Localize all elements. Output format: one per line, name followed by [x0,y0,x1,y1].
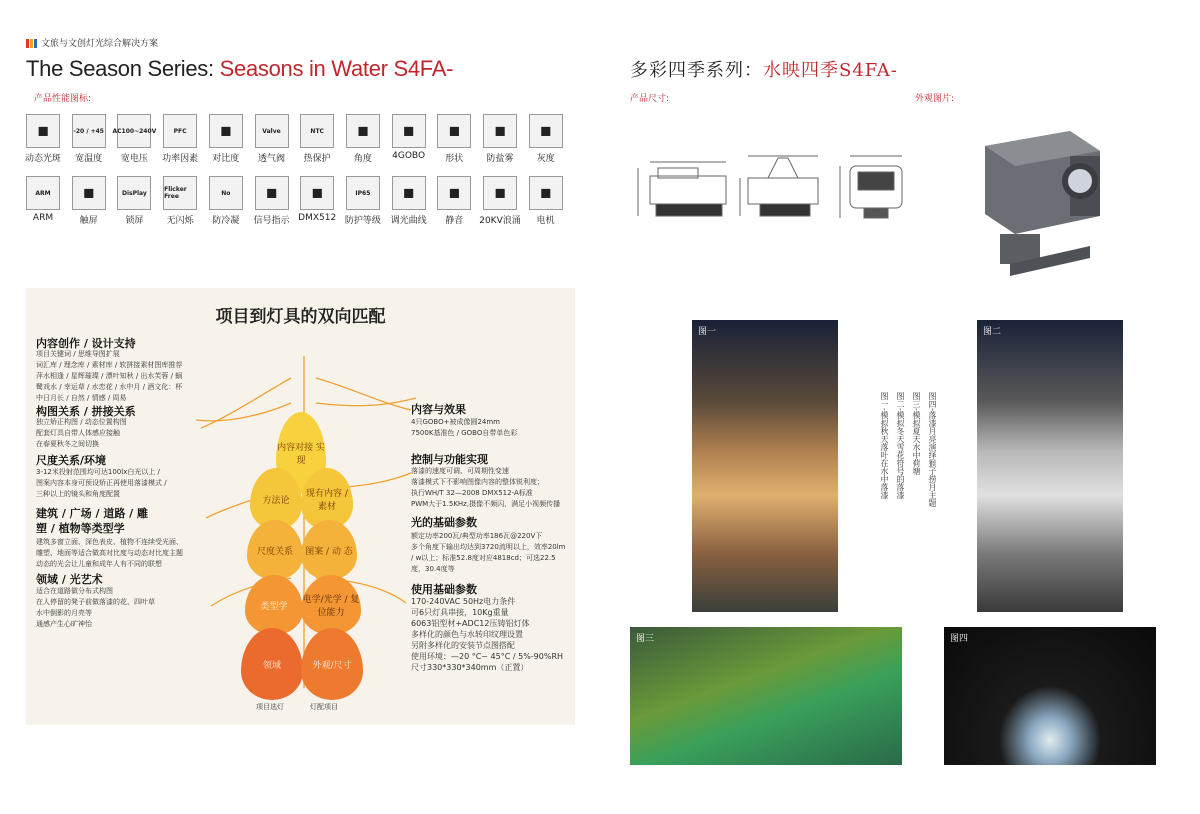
left-heading-typology-line2: 塑 / 植物等类型学 [36,522,125,535]
icon-label: 功率因素 [162,154,199,164]
body-line: 7500K基准色 / GOBO自带单色彩 [411,429,518,437]
body-line: 可6只灯具串接，10Kg重量 [411,608,509,617]
icon-text: IP65 [355,189,371,197]
dimming-curve-icon [392,176,426,210]
photo-label: 图四 [950,634,969,644]
silent-icon [437,176,471,210]
product-size-label: 产品尺寸: [630,94,670,104]
icon-glyph: ◼ [311,185,323,201]
body-line: 落漆模式下不影响图像内容的整体锐利度； [411,478,544,486]
icon-glyph: ◼ [357,123,369,139]
icon-label: 电机 [536,216,555,226]
english-title-prefix: The Season Series: [26,56,214,81]
leaf-label: 内容对接 实现 [277,443,325,466]
voltage-icon [112,114,157,148]
caption-figure-4: 图四-落漆月亮演绎猴子捞月主题 [928,392,937,507]
icon-text: DisPlay [121,189,147,197]
photo-autumn [692,320,838,612]
body-line: 度，30.4度等 [411,565,455,573]
grayscale-icon [529,114,563,148]
left-body-content [36,349,196,404]
icon-label: 锁屏 [125,216,144,226]
left-heading-content: 内容创作 / 设计支持 [36,337,136,350]
caption-figure-1: 图一-模拟秋天落叶在水中落漆 [880,392,889,499]
icon-text: AC100~240V [112,127,157,135]
body-line: 6063铝型材+ADC12压铸铝灯体 [411,619,530,628]
body-line: 雕塑、地面等适合做高对比度与动态对比度主题 [36,549,183,557]
left-body-domain [36,586,196,630]
body-line: 三种以上的镜头和角度配置 [36,490,120,498]
icon-label: 透气阀 [257,154,285,164]
english-title-highlight: Seasons in Water S4FA- [219,56,454,81]
flicker-free-icon [163,176,197,210]
wave-icon [26,114,60,148]
icon-glyph: ◼ [219,123,232,139]
ip65-icon [346,176,380,210]
ntc-icon [300,114,334,148]
right-body-control [411,466,576,510]
leaf-label: 类型学 [260,601,288,612]
body-line: 尺寸330*330*340mm（正置） [411,663,529,672]
leaf-label: 尺度关系 [256,546,293,557]
chinese-title [630,56,898,82]
photo-moon [944,627,1156,765]
masthead [26,36,158,49]
icon-glyph: ◼ [402,185,415,201]
product-photo [970,126,1120,276]
right-heading-control: 控制与功能实现 [411,453,488,466]
appearance-label: 外观图片: [915,94,955,104]
right-heading-light: 光的基础参数 [411,516,477,529]
right-body-light [411,531,576,575]
icon-glyph: ◼ [448,185,461,201]
icon-label: 防护等级 [344,216,381,226]
icon-label: 防冷凝 [212,216,240,226]
icon-text: PFC [173,127,187,135]
body-line: 萍水相逢 / 星辉璀璨 / 漂叶知秋 / 出水芙蓉 / 蜗 [36,372,183,380]
body-line: 另附多样化的安装节点图搭配 [411,641,515,650]
body-line: 中日月长 / 自然 / 情感 / 周易 [36,394,127,402]
body-line: 落漆的速度可调、可周期性变速 [411,467,509,475]
body-line: 独立矫正构图 / 动态位置构图 [36,418,127,426]
body-line: 动态的光会让儿童和成年人有不同的联想 [36,560,162,568]
leaf-label: 图案 / 动 态 [305,546,353,557]
body-line: PWM大于1.5KHz,摄像不频闪，满足小视频传播 [411,500,561,508]
icon-label: 静音 [445,216,464,226]
bottom-label-left: 项目选灯 [256,703,284,711]
icon-label: 对比度 [212,154,240,164]
icon-label: 防盐雾 [486,154,514,164]
icon-label: 无闪烁 [166,216,194,226]
leaf-label: 电学/光学 / 复位能力 [302,595,360,618]
contrast-icon [209,114,243,148]
photo-summer [630,627,902,765]
arm-icon [26,176,60,210]
brand-bar-red [26,39,29,48]
photo-label: 图一 [698,327,717,337]
valve-icon [255,114,289,148]
surge-icon [483,176,517,210]
icon-text: ARM [35,189,51,197]
gobo-icon [392,114,426,148]
body-line: 在人停留的凳子前做落漆的花、四叶草 [36,598,155,606]
icon-label: DMX512 [298,213,337,223]
body-line: 执行WH/T 32—2008 DMX512-A标准 [411,489,533,497]
signal-icon [255,176,289,210]
body-line: 额定功率200瓦/典型功率186瓦@220V下 [411,532,543,540]
body-line: 配套灯具自带人体感应接触 [36,429,120,437]
caption-figure-3: 图三-模拟夏天水中荷塘 [912,392,921,475]
icon-label: 角度 [353,154,372,164]
icon-label: 调光曲线 [390,216,427,226]
icon-label: 触屏 [79,216,98,226]
body-line: / w以上；标准52.8度对应4818cd；可选22.5 [411,554,556,562]
body-line: 170-240VAC 50Hz电力条件 [411,597,516,606]
icon-glyph: ◼ [82,185,95,201]
right-body-effect [411,417,571,439]
right-body-usage [411,596,576,673]
icon-label: 宽温度 [75,154,103,164]
brand-bar-orange [30,39,33,48]
icon-text: Flicker Free [164,186,187,200]
body-line: 多个角度下输出均达到3720流明以上，效率20lm [411,543,566,551]
icon-label: 热保护 [303,154,331,164]
motor-icon [529,176,563,210]
left-body-composition [36,417,196,450]
photo-label: 图三 [636,634,655,644]
shape-icon [437,114,471,148]
performance-icons-label: 产品性能图标: [34,94,92,104]
icon-text: -20 / +45 [73,127,104,135]
body-line: 水中倒影的月亮等 [36,609,92,617]
body-line: 适合在道路做分布式构图 [36,587,113,595]
left-heading-scale: 尺度关系/环境 [36,454,107,467]
panel-title: 项目到灯具的双向匹配 [215,307,386,327]
leaf-label: 外观/尺寸 [312,660,352,671]
icon-label: 4GOBO [392,151,426,161]
icon-label: 20KV浪涌 [479,216,521,226]
pfc-icon [163,114,197,148]
icon-glyph: ◼ [402,123,415,139]
temperature-icon [72,114,106,148]
body-line: 词汇库 / 理念库 / 素材库 / 软拼接素材图库推荐 [36,361,183,369]
body-line: 多样化的颜色与水转印纹理设置 [411,630,523,639]
icon-label: 信号指示 [253,216,290,226]
icon-glyph: ◼ [494,123,506,139]
condensation-icon [209,176,243,210]
left-heading-composition: 构图关系 / 拼接关系 [36,405,136,418]
body-line: 4只GOBO+被成像圆24mm [411,418,500,426]
leaf-label: 领域 [262,660,281,671]
touch-icon [72,176,106,210]
icon-text: No [221,189,231,197]
icon-text: Valve [262,127,281,135]
body-line: 图案内容本身可预设矫正再使用落漆模式 / [36,479,167,487]
angle-icon [346,114,380,148]
lock-icon [117,176,151,210]
icon-glyph: ◼ [539,123,552,139]
body-line: 通感产生心旷神怡 [36,620,92,628]
icon-text: NTC [310,127,324,135]
left-body-scale [36,467,206,500]
icon-label: 动态光斑 [24,154,61,164]
icon-label: 灰度 [536,154,555,164]
body-line: 在春夏秋冬之间切换 [36,440,99,448]
photo-label: 图二 [983,327,1002,337]
caption-figure-2: 图二-模拟冬天雪花符号的落漆 [896,392,905,499]
body-line: 鹭戏水 / 幸运草 / 水恋花 / 水中月 / 酒文化：杯 [36,383,183,391]
leaf-label: 方法论 [262,495,290,506]
leaf-label: 现有内容 / 素材 [306,489,348,512]
technical-drawings [628,148,928,228]
chinese-title-prefix: 多彩四季系列： [630,60,763,81]
chinese-title-highlight: 水映四季S4FA- [763,60,898,81]
bottom-label-right: 灯配项目 [310,703,338,711]
icon-label: 宽电压 [120,154,148,164]
icon-glyph: ◼ [37,123,49,139]
left-heading-typology: 建筑 / 广场 / 道路 / 雕 [36,507,149,520]
body-line: 项目关键词 / 思维导图扩展 [36,350,120,358]
left-body-typology [36,537,206,570]
matching-panel [26,288,575,725]
body-line: 使用环境：—20 °C~ 45°C / 5%-90%RH [411,652,564,661]
icon-glyph: ◼ [494,185,506,201]
icon-glyph: ◼ [539,185,552,201]
body-line: 建筑多窗立面、深色表皮、植物不连续受光面、 [36,538,183,546]
icon-label: 形状 [445,154,464,164]
icon-glyph: ◼ [265,185,278,201]
dmx-icon [300,176,334,210]
english-title [26,56,453,82]
body-line: 3-12米投射范围均可达100lx白光以上 / [36,468,160,476]
icon-glyph: ◼ [448,123,461,139]
left-heading-domain: 领域 / 光艺术 [36,573,103,586]
right-heading-effect: 内容与效果 [411,403,466,416]
icon-label: ARM [32,213,54,223]
masthead-text: 文旅与文创灯光综合解决方案 [41,39,159,49]
salt-fog-icon [483,114,517,148]
photo-winter [977,320,1123,612]
brand-bar-blue [34,39,37,48]
right-heading-usage: 使用基础参数 [411,583,477,596]
